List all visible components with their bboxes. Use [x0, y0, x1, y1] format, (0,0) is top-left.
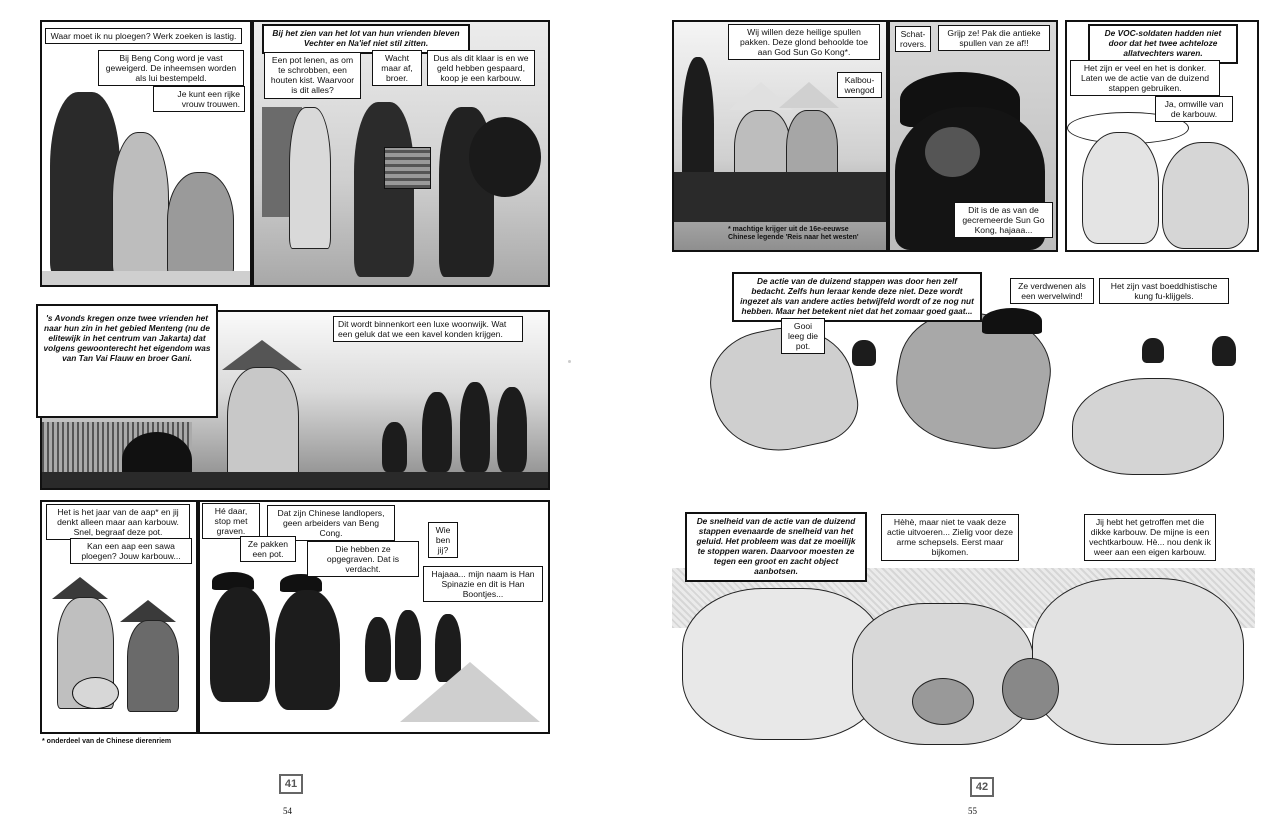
artwork-karbouw-right	[1032, 578, 1244, 745]
narration-caption: De VOC-soldaten hadden niet door dat het twee achteloze allatvechters waren.	[1088, 24, 1238, 64]
footnote: * onderdeel van de Chinese dierenriem	[42, 738, 172, 745]
speech-bubble: Ja, omwille van de karbouw.	[1155, 96, 1233, 122]
left-page	[0, 0, 620, 823]
silhouette-figure	[497, 387, 527, 472]
narration-caption: 's Avonds kregen onze twee vrienden het naar hun zin in het gebied Menteng (nu de elitewijk in het centrum van Jakarta) dat volgens gewoonterecht het eigendom was van Tan Vai Flauw en broer Gani.	[36, 304, 218, 418]
artwork-conical-hat	[120, 600, 176, 622]
artwork-fallen-man	[1002, 658, 1059, 720]
speech-bubble: Die hebben ze opgegraven. Dat is verdacht.	[307, 541, 419, 577]
page-panel-number: 41	[279, 774, 303, 794]
speech-bubble: Grijp ze! Pak die antieke spullen van ze af!!	[938, 25, 1050, 51]
artwork-man-with-crate	[354, 102, 414, 277]
narration-caption: De snelheid van de actie van de duizend stappen evenaarde de snelheid van het geluid. Het probleem was dat ze moeilijk te stoppen waren. Daarvoor moesten ze tegen een groot en zacht object aanbotsen.	[685, 512, 867, 582]
speech-bubble: Kan een aap een sawa ploegen? Jouw karbouw...	[70, 538, 192, 564]
silhouette-figure	[382, 422, 407, 472]
page-folio: 55	[968, 806, 977, 816]
artwork-face-left	[1082, 132, 1159, 244]
footnote: * machtige krijger uit de 16e-eeuwse Chinese legende 'Reis naar het westen'	[728, 226, 859, 242]
artwork-conical-hat	[222, 340, 302, 370]
speech-bubble: Het zijn vast boeddhistische kung fu-klijgels.	[1099, 278, 1229, 304]
speech-bubble: Een pot lenen, as om te schrobben, een houten kist. Waarvoor is dit alles?	[264, 52, 361, 99]
speech-bubble: Je kunt een rijke vrouw trouwen.	[153, 86, 245, 112]
artwork-crate	[384, 147, 431, 189]
speech-bubble: Ze pakken een pot.	[240, 536, 296, 562]
speech-bubble: Hé daar, stop met graven.	[202, 503, 260, 539]
speech-bubble: Dus als dit klaar is en we geld hebben gespaard, koop je een karbouw.	[427, 50, 535, 86]
page-panel-number: 42	[970, 777, 994, 797]
speech-bubble: Het is het jaar van de aap* en jij denkt alleen maar aan karbouw. Snel, begraaf deze pot.	[46, 504, 190, 540]
artwork-running-man	[1072, 378, 1224, 475]
speech-bubble: Wij willen deze heilige spullen pakken. Deze glond behoolde toe aan God Sun Go Kong*.	[728, 24, 880, 60]
speech-bubble: Dit wordt binnenkort een luxe woonwijk. Wat een geluk dat we een kavel konden krijgen.	[333, 316, 523, 342]
artwork-black-hat	[982, 308, 1042, 334]
artwork-woman	[289, 107, 331, 249]
silhouette-figure	[1212, 336, 1236, 366]
speech-bubble: Hajaaa... mijn naam is Han Spinazie en dit is Han Boontjes...	[423, 566, 543, 602]
speech-bubble: Jij hebt het getroffen met die dikke karbouw. De mijne is een vechtkarbouw. Hè... nou denk ik weer aan een eigen karbouw.	[1084, 514, 1216, 561]
artwork-pot	[72, 677, 119, 709]
artwork-conical-hat	[779, 82, 839, 108]
artwork-face-right	[1162, 142, 1249, 249]
speech-bubble: Schat-rovers.	[895, 26, 931, 52]
silhouette-figure	[852, 340, 876, 366]
narration-caption: De actie van de duizend stappen was door hen zelf bedacht. Zelfs hun leraar kende deze niet. Deze wordt ingezet als van andere acties betwijfeld wordt of ze nog nut hebben. Maar het betekent niet dat het zomaar goed gaat...	[732, 272, 982, 322]
silhouette-figure	[422, 392, 452, 472]
speech-bubble: Gooi leeg die pot.	[781, 318, 825, 354]
artwork-dark-foreground	[674, 172, 886, 222]
gutter-mark	[568, 360, 571, 363]
artwork-farmer	[50, 92, 120, 277]
silhouette-figure	[365, 617, 391, 682]
artwork-conical-hat	[52, 577, 108, 599]
silhouette-figure	[1142, 338, 1164, 363]
silhouette-figure	[460, 382, 490, 472]
artwork-fallen-man	[912, 678, 974, 725]
right-page	[650, 0, 1279, 823]
artwork-old-woman	[167, 172, 234, 279]
page-folio: 54	[283, 806, 292, 816]
speech-bubble: Ze verdwenen als een wervelwind!	[1010, 278, 1094, 304]
speech-bubble: Dit is de as van de gecremeerde Sun Go Kong, hajaaa...	[954, 202, 1053, 238]
speech-bubble: Wacht maar af, broer.	[372, 50, 422, 86]
speech-bubble: Dat zijn Chinese landlopers, geen arbeiders van Beng Cong.	[267, 505, 395, 541]
speech-bubble: Wie ben jij?	[428, 522, 458, 558]
speech-bubble: Kalbou-wengod	[837, 72, 882, 98]
artwork-elder	[112, 132, 169, 279]
speech-bubble: Bij Beng Cong word je vast geweigerd. De inheemsen worden als lui bestempeld.	[98, 50, 244, 86]
artwork-large-pot	[469, 117, 541, 197]
artwork-soldier	[275, 590, 340, 710]
artwork-soldier	[210, 587, 270, 702]
speech-bubble: Het zijn er veel en het is donker. Laten we de actie van de duizend stappen gebruiken.	[1070, 60, 1220, 96]
artwork-soldier-face	[925, 127, 980, 177]
artwork-second-farmer	[127, 620, 179, 712]
artwork-hat-foreground	[400, 662, 540, 722]
speech-bubble: Hèhè, maar niet te vaak deze actie uitvoeren... Zielig voor deze arme schepsels. Eerst maar bijkomen.	[881, 514, 1019, 561]
speech-bubble: Waar moet ik nu ploegen? Werk zoeken is lastig.	[45, 28, 242, 44]
narration-caption: Bij het zien van het lot van hun vrienden bleven Vechter en Na'ief niet stil zitten.	[262, 24, 470, 54]
